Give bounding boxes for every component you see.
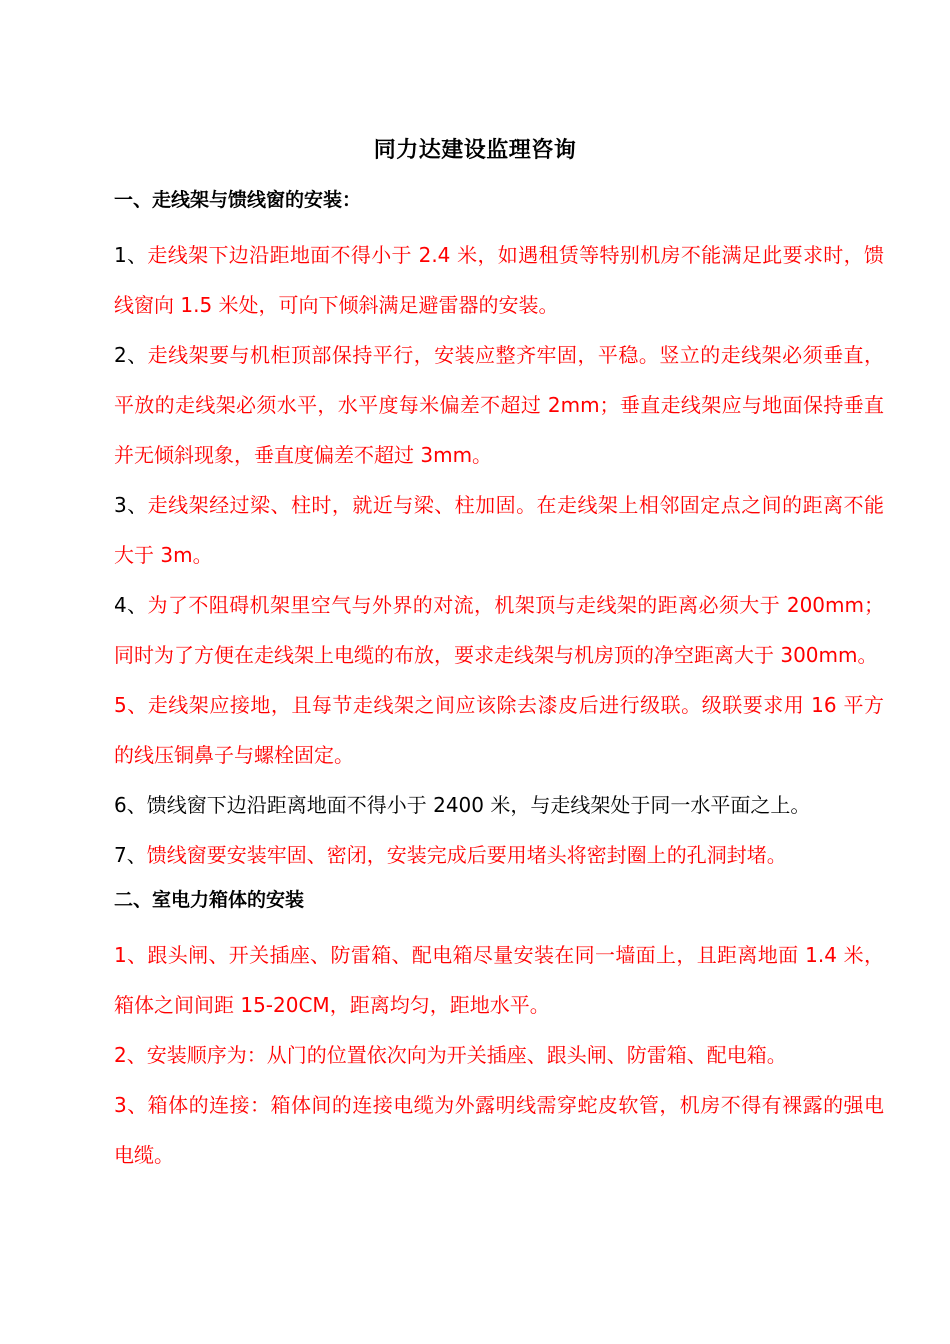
list-item bbox=[114, 930, 884, 1030]
item-number: 4、 bbox=[114, 593, 148, 617]
document-body bbox=[114, 180, 884, 1180]
list-item bbox=[114, 830, 884, 880]
item-text: 馈线窗下边沿距离地面不得小于 2400 米，与走线架处于同一水平面之上。 bbox=[146, 793, 811, 817]
item-text: 安装顺序为：从门的位置依次向为开关插座、跟头闸、防雷箱、配电箱。 bbox=[146, 1043, 787, 1067]
document-title: 同力达建设监理咨询 bbox=[373, 138, 577, 163]
item-number: 1、 bbox=[114, 243, 148, 267]
item-number: 3、 bbox=[114, 493, 148, 517]
item-text: 走线架下边沿距地面不得小于 2.4 米，如遇租赁等特别机房不能满足此要求时，馈线窗向 1.5 米处，可向下倾斜满足避雷器的安装。 bbox=[114, 243, 884, 317]
item-text: 为了不阻碍机架里空气与外界的对流，机架顶与走线架的距离必须大于 200mm；同时为了方便在走线架上电缆的布放，要求走线架与机房顶的净空距离大于 300mm。 bbox=[114, 593, 884, 667]
list-item bbox=[114, 780, 884, 830]
list-item bbox=[114, 230, 884, 330]
item-text: 箱体的连接：箱体间的连接电缆为外露明线需穿蛇皮软管，机房不得有裸露的强电电缆。 bbox=[114, 1093, 885, 1167]
item-number: 2、 bbox=[114, 343, 148, 367]
item-text: 走线架要与机柜顶部保持平行，安装应整齐牢固，平稳。竖立的走线架必须垂直，平放的走线架必须水平，水平度每米偏差不超过 2mm；垂直走线架应与地面保持垂直并无倾斜现象，垂直度偏差不超过 3mm。 bbox=[114, 343, 885, 467]
item-text: 走线架应接地，且每节走线架之间应该除去漆皮后进行级联。级联要求用 16 平方的线压铜鼻子与螺栓固定。 bbox=[114, 693, 884, 767]
item-text: 馈线窗要安装牢固、密闭，安装完成后要用堵头将密封圈上的孔洞封堵。 bbox=[146, 843, 787, 867]
item-number: 6、 bbox=[114, 793, 147, 817]
section-heading-2: 二、室电力箱体的安装 bbox=[114, 889, 305, 911]
item-number: 7、 bbox=[114, 843, 147, 867]
list-item bbox=[114, 1080, 884, 1180]
list-item bbox=[114, 580, 884, 680]
list-item bbox=[114, 480, 884, 580]
item-text: 走线架经过梁、柱时，就近与梁、柱加固。在走线架上相邻固定点之间的距离不能大于 3m。 bbox=[114, 493, 885, 567]
section-heading-1: 一、走线架与馈线窗的安装： bbox=[114, 189, 362, 211]
list-item bbox=[114, 330, 884, 480]
item-number: 5、 bbox=[114, 693, 148, 717]
item-number: 1、 bbox=[114, 943, 148, 967]
item-text: 跟头闸、开关插座、防雷箱、配电箱尽量安装在同一墙面上，且距离地面 1.4 米，箱体之间间距 15-20CM，距离均匀，距地水平。 bbox=[114, 943, 884, 1017]
list-item bbox=[114, 1030, 884, 1080]
item-number: 2、 bbox=[114, 1043, 147, 1067]
item-number: 3、 bbox=[114, 1093, 148, 1117]
list-item bbox=[114, 680, 884, 780]
